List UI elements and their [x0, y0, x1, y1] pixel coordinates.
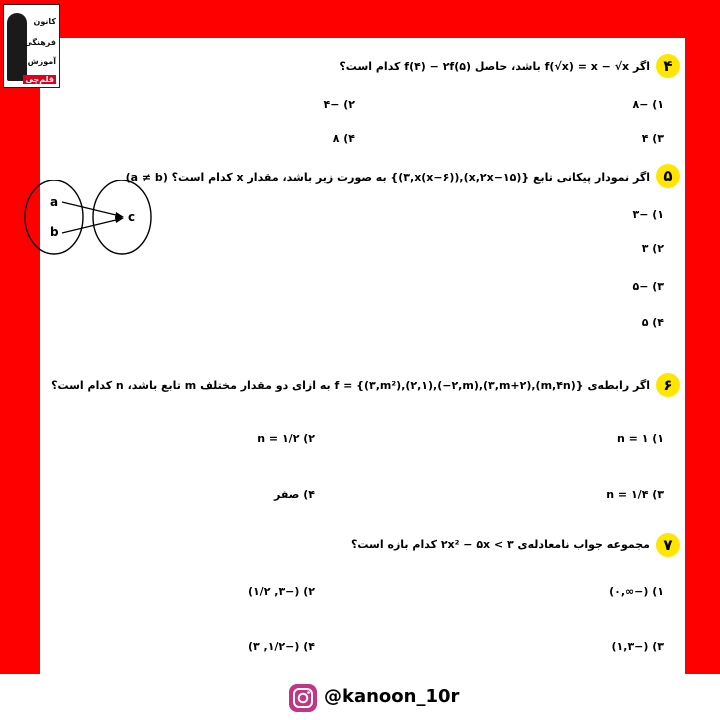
question-5-text: اگر نمودار پیکانی تابع {(x,۲x−۱۵),(۳,x(x−۶))} به صورت زیر باشد، مقدار x کدام است؟ (a ≠ b)	[125, 171, 650, 184]
q5-option-1[interactable]: ۱) −۳	[632, 208, 664, 221]
question-6-text: اگر رابطه‌ی f = {(۳,m²),(۲,۱),(−۲,m),(۳,m+۲),(m,۴n)} به ازای دو مقدار مختلف m تابع باشد، n کدام است؟	[51, 379, 650, 392]
q7-option-3[interactable]: ۳) (−۱,۳)	[611, 640, 664, 653]
q5-option-2[interactable]: ۲) ۳	[641, 242, 664, 255]
q7-option-2[interactable]: ۲) (−۳, ۱/۲)	[247, 585, 315, 598]
logo-line-1: کانون	[33, 17, 56, 26]
q6-option-3[interactable]: ۳) n = ۱/۴	[606, 488, 664, 501]
question-number-4: ۴	[656, 54, 680, 78]
logo-line-2: فرهنگی	[24, 38, 56, 47]
kanoon-logo	[3, 4, 60, 88]
question-7-text: مجموعه جواب نامعادله‌ی ۲x² − ۵x < ۳ کدام بازه است؟	[351, 538, 650, 551]
question-number-6: ۶	[656, 373, 680, 397]
diagram-label-c: c	[128, 210, 136, 224]
q4-option-3[interactable]: ۳) ۴	[641, 132, 664, 145]
q6-option-1[interactable]: ۱) n = ۱	[616, 432, 664, 445]
q5-option-4[interactable]: ۴) ۵	[641, 316, 664, 329]
q4-option-1[interactable]: ۱) −۸	[632, 98, 664, 111]
diagram-label-a: a	[50, 195, 59, 209]
instagram-icon	[289, 684, 317, 712]
graduate-figure-icon	[7, 13, 27, 81]
q4-option-4[interactable]: ۴) ۸	[332, 132, 355, 145]
instagram-handle[interactable]: @kanoon_10r	[324, 686, 460, 707]
arrow-a-to-c	[62, 202, 120, 216]
q7-option-1[interactable]: ۱) (−∞,۰)	[609, 585, 664, 598]
logo-line-3: آموزش	[27, 57, 56, 66]
q6-option-4[interactable]: ۴) صفر	[274, 488, 315, 501]
question-4-text: اگر f(√x) = x − √x باشد، حاصل f(۴) − ۲f(۵) کدام است؟	[339, 60, 650, 73]
q7-option-4[interactable]: ۴) (−۱/۲, ۳)	[247, 640, 315, 653]
q5-option-3[interactable]: ۳) −۵	[632, 280, 664, 293]
arrow-diagram	[12, 180, 162, 265]
question-number-5: ۵	[656, 164, 680, 188]
worksheet-page	[40, 38, 685, 674]
q4-option-2[interactable]: ۲) −۴	[323, 98, 355, 111]
arrow-b-to-c	[62, 219, 120, 233]
diagram-label-b: b	[50, 225, 59, 239]
question-number-7: ۷	[656, 533, 680, 557]
q6-option-2[interactable]: ۲) n = ۱/۲	[257, 432, 315, 445]
logo-line-4: قلم‌چی	[25, 75, 54, 84]
